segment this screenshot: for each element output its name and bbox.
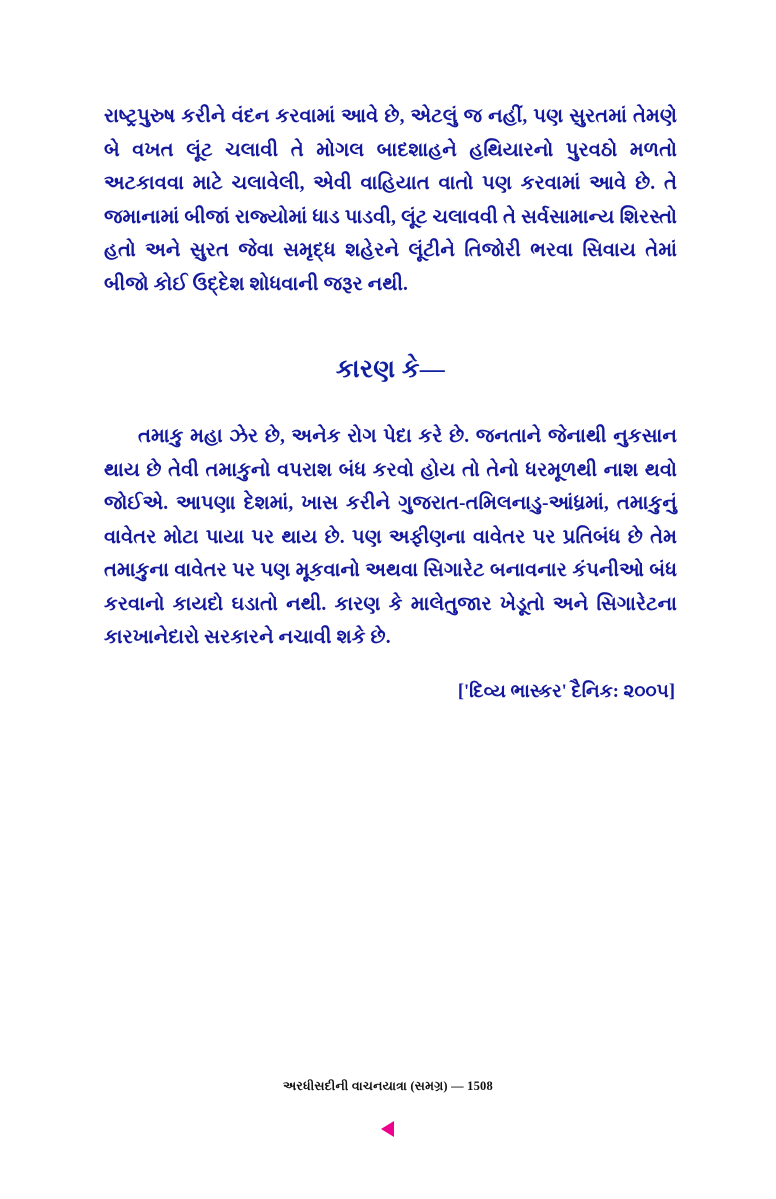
source-attribution: ['દિવ્ય ભાસ્કર' દૈનિક: ૨૦૦૫]: [457, 681, 675, 702]
body-paragraph-1: રાષ્ટ્રપુરુષ કરીને વંદન કરવામાં આવે છે, એટલું જ નહીં, પણ સુરતમાં તેમણે બે વખત લૂંટ ચલાવી તે મોગલ બાદશાહને હથિયારનો પુરવઠો મળતો અટકાવવા માટે ચલાવેલી, એવી વાહિયાત વાતો પણ કરવામાં આવે છે. તે જમાનામાં બીજાં રાજ્યોમાં ધાડ પાડવી, લૂંટ ચલાવવી તે સર્વસામાન્ય શિરસ્તો હતો અને સુરત જેવા સમૃદ્ધ શહેરને લૂંટીને તિજોરી ભરવા સિવાય તેમાં બીજો કોઈ ઉદ્દેશ શોધવાની જરૂર નથી.: [104, 106, 677, 295]
page-footer: અરધીસદીની વાચનયાત્રા (સમગ્ર) — 1508: [283, 1079, 493, 1093]
section-heading: કારણ કે—: [335, 356, 446, 384]
previous-page-triangle-icon[interactable]: [378, 1120, 398, 1138]
page-content: [104, 100, 677, 703]
body-paragraph-2: તમાકુ મહા ઝેર છે, અનેક રોગ પેદા કરે છે. જનતાને જેનાથી નુકસાન થાય છે તેવી તમાકુનો વપરાશ બંધ કરવો હોય તો તેનો ધરમૂળથી નાશ થવો જોઈએ. આપણા દેશમાં, ખાસ કરીને ગુજરાત-તમિલનાડુ-આંધ્રમાં, તમાકુનું વાવેતર મોટા પાયા પર થાય છે. પણ અફીણના વાવેતર પર પ્રતિબંધ છે તેમ તમાકુના વાવેતર પર પણ મૂકવાનો અથવા સિગારેટ બનાવનાર કંપનીઓ બંધ કરવાનો કાયદો ઘડાતો નથી. કારણ કે માલેતુજાર ખેડૂતો અને સિગારેટના કારખાનેદારો સરકારને નચાવી શકે છે.: [104, 426, 677, 649]
page-navigation-marker[interactable]: [0, 1120, 776, 1138]
